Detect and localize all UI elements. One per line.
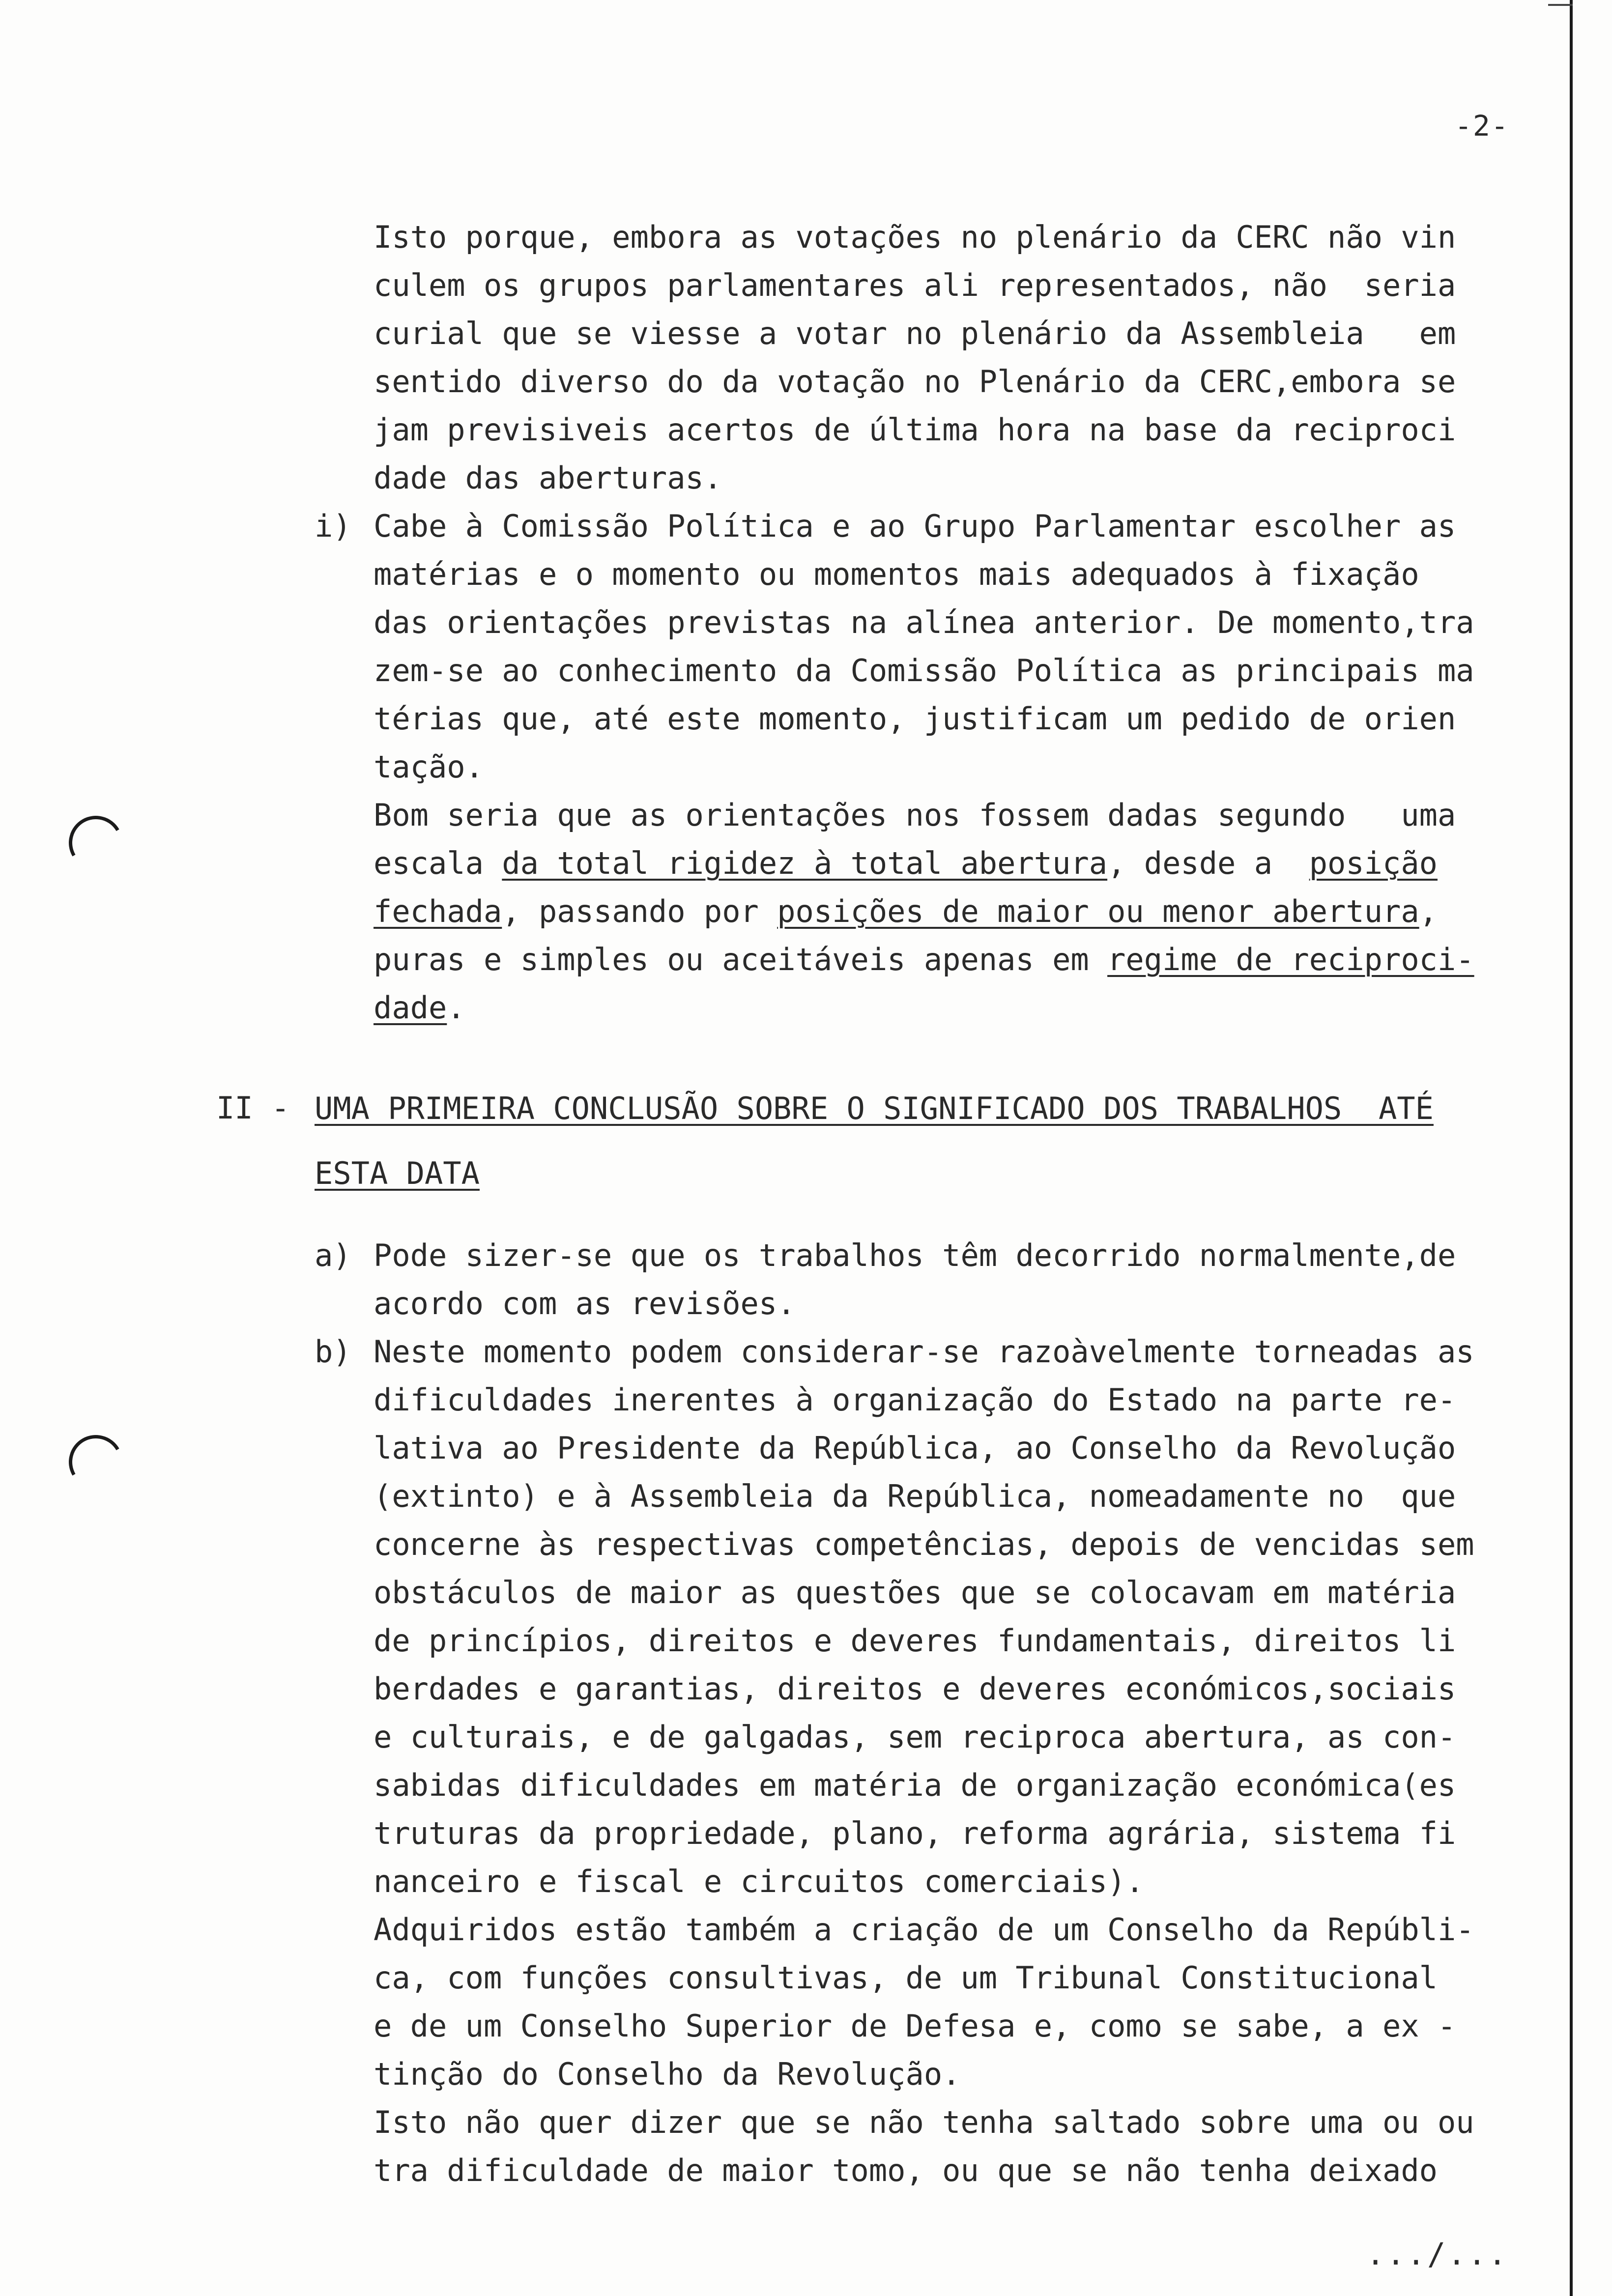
- heading-line: ESTA DATA: [315, 1155, 480, 1191]
- page-number: -2-: [1455, 109, 1509, 143]
- text-line: sabidas dificuldades em matéria de organização económica(es: [374, 1767, 1456, 1803]
- text-line: (extinto) e à Assembleia da República, nomeadamente no que: [374, 1478, 1456, 1514]
- text-span: , desde a: [1107, 845, 1309, 881]
- text-span: ,: [1419, 893, 1438, 929]
- underlined-text: dade: [374, 990, 447, 1026]
- text-line: curial que se viesse a votar no plenário da Assembleia em: [374, 316, 1456, 351]
- text-line: Bom seria que as orientações nos fossem dadas segundo uma: [374, 797, 1456, 833]
- text-line: Pode sizer-se que os trabalhos têm decorrido normalmente,de: [374, 1237, 1456, 1273]
- text-line: tra dificuldade de maior tomo, ou que se não tenha deixado: [374, 2152, 1438, 2188]
- underlined-text: posição: [1309, 845, 1438, 881]
- text-line: jam previsiveis acertos de última hora na base da reciproci: [374, 412, 1456, 448]
- text-span: puras e simples ou aceitáveis apenas em: [374, 942, 1108, 977]
- text-line: [374, 888, 1533, 936]
- section-heading: [315, 1076, 1434, 1206]
- text-line: Neste momento podem considerar-se razoàvelmente torneadas as: [374, 1334, 1474, 1370]
- text-line: dificuldades inerentes à organização do Estado na parte re-: [374, 1382, 1456, 1418]
- item-marker: i): [315, 508, 351, 544]
- heading-line: UMA PRIMEIRA CONCLUSÃO SOBRE O SIGNIFICADO DOS TRABALHOS ATÉ: [315, 1091, 1434, 1126]
- scan-mark: [1548, 4, 1573, 6]
- text-line: truturas da propriedade, plano, reforma agrária, sistema fi: [374, 1815, 1456, 1851]
- section-number: II -: [216, 1090, 290, 1126]
- text-line: e culturais, e de galgadas, sem reciproca abertura, as con-: [374, 1719, 1456, 1755]
- text-line: Cabe à Comissão Política e ao Grupo Parlamentar escolher as: [374, 508, 1456, 544]
- text-line: dade das aberturas.: [374, 460, 722, 496]
- text-line: tinção do Conselho da Revolução.: [374, 2056, 961, 2092]
- text-line: concerne às respectivas competências, depois de vencidas sem: [374, 1526, 1474, 1562]
- text-line: lativa ao Presidente da República, ao Conselho da Revolução: [374, 1430, 1456, 1466]
- punch-hole-icon: [63, 1429, 129, 1495]
- text-line: [374, 984, 1533, 1032]
- text-line: ca, com funções consultivas, de um Tribunal Constitucional: [374, 1960, 1438, 1996]
- text-line: tação.: [374, 749, 484, 785]
- text-line: matérias e o momento ou momentos mais adequados à fixação: [374, 556, 1419, 592]
- orientation-paragraph: [374, 791, 1533, 1032]
- item-marker: b): [315, 1334, 351, 1370]
- text-line: nanceiro e fiscal e circuitos comerciais).: [374, 1864, 1144, 1899]
- text-line: das orientações previstas na alínea anterior. De momento,tra: [374, 604, 1474, 640]
- underlined-text: da total rigidez à total abertura: [502, 845, 1108, 881]
- text-line: Isto não quer dizer que se não tenha saltado sobre uma ou ou: [374, 2104, 1474, 2140]
- text-line: de princípios, direitos e deveres fundamentais, direitos li: [374, 1623, 1456, 1659]
- text-line: acordo com as revisões.: [374, 1286, 796, 1321]
- item-marker: a): [315, 1237, 351, 1273]
- text-line: [374, 936, 1533, 984]
- continuation-mark: .../...: [1366, 2236, 1509, 2272]
- text-line: obstáculos de maior as questões que se colocavam em matéria: [374, 1575, 1456, 1610]
- underlined-text: posições de maior ou menor abertura: [777, 893, 1419, 929]
- text-line: sentido diverso do da votação no Plenário da CERC,embora se: [374, 364, 1456, 400]
- page-edge: [1570, 0, 1573, 2296]
- text-line: Isto porque, embora as votações no plenário da CERC não vin: [374, 219, 1456, 255]
- text-line: Adquiridos estão também a criação de um Conselho da Repúbli-: [374, 1912, 1474, 1948]
- underlined-text: fechada: [374, 893, 502, 929]
- item-b-paragraph: [374, 1328, 1533, 2195]
- text-line: culem os grupos parlamentares ali representados, não seria: [374, 267, 1456, 303]
- underlined-text: regime de reciproci-: [1107, 942, 1474, 977]
- intro-paragraph: [374, 213, 1533, 502]
- punch-hole-icon: [63, 810, 129, 876]
- text-line: térias que, até este momento, justificam um pedido de orien: [374, 701, 1456, 737]
- text-line: [374, 839, 1533, 888]
- text-span: , passando por: [502, 893, 777, 929]
- item-a-paragraph: [374, 1232, 1533, 1328]
- text-span: .: [447, 990, 465, 1026]
- item-i-paragraph: [374, 502, 1533, 791]
- text-span: escala: [374, 845, 502, 881]
- text-line: zem-se ao conhecimento da Comissão Política as principais ma: [374, 653, 1474, 689]
- text-line: berdades e garantias, direitos e deveres económicos,sociais: [374, 1671, 1456, 1707]
- text-line: e de um Conselho Superior de Defesa e, como se sabe, a ex -: [374, 2008, 1456, 2044]
